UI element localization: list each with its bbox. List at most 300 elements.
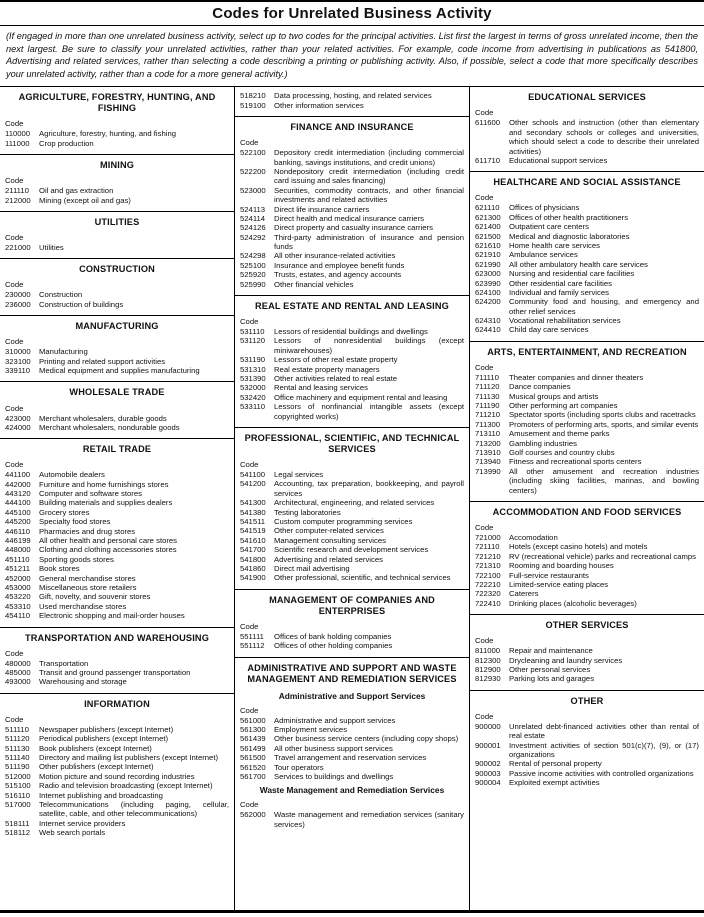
entry-code: 453000 — [5, 583, 31, 592]
code-entry — [240, 753, 464, 762]
entry-code: 323100 — [5, 356, 31, 366]
code-entry — [5, 470, 229, 479]
entry-description: Vocational rehabilitation services — [509, 316, 621, 326]
code-entry — [240, 810, 464, 829]
code-entry — [240, 393, 464, 402]
entry-code: 722100 — [475, 570, 501, 580]
entry-description: Utilities — [39, 243, 64, 253]
code-entry — [5, 762, 229, 771]
column-2 — [234, 87, 469, 910]
section-title: MANUFACTURING — [75, 321, 159, 332]
entry-description: Direct property and casualty insurance carriers — [274, 223, 433, 233]
code-entry — [475, 297, 699, 316]
code-entry — [5, 555, 229, 564]
entry-description: Medical and diagnostic laboratories — [509, 231, 630, 241]
section-title: OTHER — [570, 695, 604, 706]
entry-description: Agriculture, forestry, hunting, and fishing — [39, 129, 177, 139]
entry-description: Transit and ground passenger transportation — [39, 667, 191, 677]
section-title: MANAGEMENT OF COMPANIES AND ENTERPRISES — [269, 594, 435, 616]
entry-code: 310000 — [5, 347, 31, 357]
code-entry — [475, 457, 699, 466]
section-title: AGRICULTURE, FORESTRY, HUNTING, AND FISHING — [18, 92, 216, 114]
code-entry — [5, 290, 229, 299]
activity-section — [235, 590, 469, 658]
entry-code: 524126 — [240, 223, 266, 233]
code-column-label: Code — [475, 362, 494, 372]
entry-code: 524298 — [240, 251, 266, 261]
entry-description: Repair and maintenance — [509, 646, 593, 656]
entry-code: 541200 — [240, 479, 266, 489]
section-title: EDUCATIONAL SERVICES — [528, 92, 646, 103]
entry-description: Motion picture and sound recording industries — [39, 771, 195, 781]
code-column-label: Code — [5, 337, 24, 347]
section-title: WHOLESALE TRADE — [69, 387, 165, 398]
entry-code: 517000 — [5, 799, 31, 809]
activity-section — [0, 87, 234, 155]
entry-description: General merchandise stores — [39, 573, 136, 583]
entry-code: 541380 — [240, 507, 266, 517]
entry-code: 561700 — [240, 771, 266, 781]
entry-code: 221000 — [5, 243, 31, 253]
entry-description: Rental of personal property — [509, 759, 602, 769]
code-entry — [240, 214, 464, 223]
entry-description: Management consulting services — [274, 535, 386, 545]
entry-description: Real estate property managers — [274, 364, 380, 374]
entry-description: Amusement and theme parks — [509, 429, 610, 439]
entry-code: 541100 — [240, 470, 266, 480]
code-entry — [5, 186, 229, 195]
code-entry — [475, 213, 699, 222]
code-entry — [240, 470, 464, 479]
entry-description: Insurance and employee benefit funds — [274, 260, 405, 270]
entry-description: Automobile dealers — [39, 470, 105, 480]
entry-description: Other professional, scientific, and technical services — [274, 573, 451, 583]
subsection-title: Waste Management and Remediation Services — [259, 785, 445, 796]
entry-code: 446110 — [5, 526, 31, 536]
section-title: MINING — [99, 160, 135, 171]
entry-code: 524114 — [240, 213, 266, 223]
entry-description: Other business service centers (including copy shops) — [274, 734, 459, 744]
entry-code: 531110 — [240, 327, 265, 337]
entry-description: Third-party administration of insurance and pension funds — [274, 232, 464, 252]
entry-description: Book stores — [39, 564, 80, 574]
entry-code: 518210 — [240, 91, 266, 101]
code-entry — [475, 316, 699, 325]
code-entry — [5, 489, 229, 498]
activity-section — [0, 259, 234, 316]
code-entry — [475, 778, 699, 787]
entry-code: 624200 — [475, 297, 501, 307]
entry-code: 524292 — [240, 232, 266, 242]
section-title: ARTS, ENTERTAINMENT, AND RECREATION — [487, 346, 687, 357]
entry-code: 621910 — [475, 250, 501, 260]
entry-code: 511120 — [5, 734, 30, 744]
code-entry — [5, 791, 229, 800]
code-column-label: Code — [5, 280, 24, 290]
entry-description: Printing and related support activities — [39, 356, 166, 366]
entry-description: Oil and gas extraction — [39, 186, 114, 196]
code-entry — [5, 668, 229, 677]
code-column-label: Code — [240, 138, 259, 148]
entry-code: 541900 — [240, 573, 266, 583]
code-entry — [475, 722, 699, 741]
code-entry — [240, 327, 464, 336]
entry-code: 512000 — [5, 771, 31, 781]
code-entry — [240, 280, 464, 289]
entry-description: All other amusement and recreation industries (including skiing facilities, marinas, and bowling centers) — [509, 466, 699, 495]
entry-description: Theater companies and dinner theaters — [509, 372, 644, 382]
intro-paragraph: (If engaged in more than one unrelated business activity, select up to two codes for the principal activities. List first the largest in terms of gross unrelated income, then the next largest. Be sure to classify your unrelated activities, rather than your related activities. For example, code income from advertising in publications as 541800, Advertising and related services, rather than selecting a code describing a printing or publishing activity. Also, if possible, select a code that more specifically describes your unrelated activity, rather than a code for a more general activity.) — [0, 26, 704, 87]
activity-section — [235, 428, 469, 590]
entry-code: 551111 — [240, 631, 264, 641]
code-entry — [475, 279, 699, 288]
entry-code: 230000 — [5, 290, 31, 300]
code-entry — [475, 665, 699, 674]
entry-description: Golf courses and country clubs — [509, 448, 615, 458]
entry-description: Architectural, engineering, and related services — [274, 498, 435, 508]
code-entry — [5, 611, 229, 620]
entry-description: Unrelated debt-financed activities other than rental of real estate — [509, 721, 699, 741]
code-entry — [240, 508, 464, 517]
entry-description: Other residential care facilities — [509, 278, 612, 288]
entry-description: Construction — [39, 290, 83, 300]
code-entry — [475, 769, 699, 778]
code-entry — [5, 366, 229, 375]
code-entry — [240, 355, 464, 364]
entry-code: 493000 — [5, 677, 31, 687]
entry-code: 623990 — [475, 278, 501, 288]
entry-code: 446199 — [5, 536, 31, 546]
code-entry — [240, 641, 464, 650]
entry-code: 212000 — [5, 195, 31, 205]
code-entry — [475, 222, 699, 231]
page-title: Codes for Unrelated Business Activity — [0, 2, 704, 26]
subsection-title: Administrative and Support Services — [278, 690, 426, 701]
entry-description: Trusts, estates, and agency accounts — [274, 270, 402, 280]
entry-description: Offices of other holding companies — [274, 641, 393, 651]
entry-code: 452000 — [5, 573, 31, 583]
code-entry — [5, 828, 229, 837]
entry-description: Passive income activities with controlled organizations — [509, 768, 694, 778]
code-entry — [5, 725, 229, 734]
activity-section — [470, 342, 704, 502]
entry-code: 524113 — [240, 204, 266, 214]
entry-description: Travel arrangement and reservation services — [274, 753, 427, 763]
entry-description: Other personal services — [509, 664, 591, 674]
code-entry — [240, 186, 464, 205]
entry-code: 711110 — [475, 372, 499, 382]
code-entry — [5, 545, 229, 554]
entry-code: 611710 — [475, 155, 501, 165]
entry-description: Hotels (except casino hotels) and motels — [509, 542, 648, 552]
code-entry — [5, 602, 229, 611]
entry-code: 516110 — [5, 790, 31, 800]
entry-description: Nondepository credit intermediation (including credit card issuing and sales financing) — [274, 166, 464, 186]
code-entry — [5, 414, 229, 423]
code-entry — [5, 659, 229, 668]
entry-code: 518112 — [5, 828, 31, 838]
entry-code: 811000 — [475, 646, 501, 656]
entry-description: Tour operators — [274, 762, 324, 772]
code-entry — [5, 498, 229, 507]
entry-description: Periodical publishers (except Internet) — [39, 734, 169, 744]
code-entry — [475, 250, 699, 259]
entry-description: Internet publishing and broadcasting — [39, 790, 163, 800]
entry-description: Offices of physicians — [509, 203, 580, 213]
entry-description: Direct health and medical insurance carriers — [274, 213, 424, 223]
entry-description: All other ambulatory health care services — [509, 259, 648, 269]
activity-section — [0, 382, 234, 439]
code-entry — [5, 583, 229, 592]
entry-description: Manufacturing — [39, 347, 88, 357]
code-entry — [5, 243, 229, 252]
code-column-label: Code — [240, 317, 259, 327]
entry-description: Office machinery and equipment rental and leasing — [274, 392, 448, 402]
entry-description: Telecommunications (including paging, cellular, satellite, cable, and other telecommunications) — [39, 799, 229, 819]
entry-description: Educational support services — [509, 155, 608, 165]
entry-description: Full-service restaurants — [509, 570, 589, 580]
code-entry — [5, 574, 229, 583]
code-entry — [475, 542, 699, 551]
entry-description: Fitness and recreational sports centers — [509, 457, 642, 467]
entry-code: 711120 — [475, 382, 500, 392]
entry-description: Musical groups and artists — [509, 391, 599, 401]
entry-code: 533110 — [240, 402, 266, 412]
code-entry — [475, 561, 699, 570]
entry-description: Advertising and related services — [274, 554, 383, 564]
entry-description: Internet service providers — [39, 818, 126, 828]
section-title: REAL ESTATE AND RENTAL AND LEASING — [255, 301, 449, 312]
entry-description: Legal services — [274, 470, 324, 480]
code-entry — [475, 232, 699, 241]
entry-code: 713200 — [475, 438, 501, 448]
entry-code: 541511 — [240, 517, 266, 526]
entry-code: 532420 — [240, 392, 266, 402]
entry-code: 561439 — [240, 734, 266, 744]
entry-description: Other information services — [274, 100, 364, 110]
entry-description: Testing laboratories — [274, 507, 341, 517]
column-1 — [0, 87, 234, 910]
code-entry — [475, 552, 699, 561]
code-entry — [5, 772, 229, 781]
code-entry — [475, 269, 699, 278]
entry-code: 451110 — [5, 554, 30, 564]
entry-code: 900003 — [475, 768, 501, 778]
entry-code: 900002 — [475, 759, 501, 769]
code-entry — [240, 564, 464, 573]
entry-description: Drinking places (alcoholic beverages) — [509, 598, 637, 608]
code-entry — [240, 336, 464, 355]
section-title: RETAIL TRADE — [82, 444, 152, 455]
section-title: UTILITIES — [94, 217, 140, 228]
entry-description: Construction of buildings — [39, 299, 124, 309]
entry-code: 541300 — [240, 498, 266, 508]
code-entry — [240, 498, 464, 507]
code-entry — [5, 139, 229, 148]
code-entry — [240, 233, 464, 252]
entry-description: Grocery stores — [39, 507, 90, 517]
entry-description: Scientific research and development services — [274, 545, 429, 555]
code-entry — [5, 564, 229, 573]
entry-code: 711130 — [475, 391, 500, 401]
entry-code: 453310 — [5, 601, 31, 611]
code-entry — [240, 270, 464, 279]
code-entry — [240, 526, 464, 535]
code-entry — [240, 223, 464, 232]
activity-section — [0, 628, 234, 694]
code-entry — [240, 365, 464, 374]
entry-code: 525100 — [240, 260, 266, 270]
entry-code: 444100 — [5, 498, 31, 508]
entry-description: Merchant wholesalers, nondurable goods — [39, 422, 180, 432]
entry-description: Ambulance services — [509, 250, 578, 260]
entry-description: Rooming and boarding houses — [509, 561, 614, 571]
entry-code: 713990 — [475, 466, 501, 476]
section-title: PROFESSIONAL, SCIENTIFIC, AND TECHNICAL SERVICES — [244, 432, 460, 455]
entry-code: 551112 — [240, 641, 265, 651]
code-entry — [5, 508, 229, 517]
entry-description: RV (recreational vehicle) parks and recreational camps — [509, 551, 697, 561]
code-entry — [5, 800, 229, 819]
entry-code: 454110 — [5, 611, 31, 621]
code-entry — [475, 533, 699, 542]
code-entry — [240, 402, 464, 421]
code-entry — [5, 517, 229, 526]
entry-code: 442000 — [5, 479, 31, 489]
code-entry — [240, 251, 464, 260]
entry-description: Administrative and support services — [274, 715, 396, 725]
code-entry — [5, 781, 229, 790]
entry-code: 561500 — [240, 753, 266, 763]
entry-description: Promoters of performing arts, sports, and similar events — [509, 419, 699, 429]
entry-code: 713940 — [475, 457, 501, 467]
entry-description: Other performing art companies — [509, 401, 618, 411]
code-entry — [240, 545, 464, 554]
activity-section — [0, 694, 234, 910]
entry-code: 541860 — [240, 563, 266, 573]
entry-code: 522100 — [240, 148, 266, 158]
entry-code: 515100 — [5, 781, 31, 791]
code-entry — [240, 725, 464, 734]
entry-description: Other activities related to real estate — [274, 374, 398, 384]
entry-description: Direct life insurance carriers — [274, 204, 370, 214]
code-column-label: Code — [5, 460, 24, 470]
code-entry — [240, 205, 464, 214]
entry-description: Miscellaneous store retailers — [39, 583, 137, 592]
entry-description: Electronic shopping and mail-order houses — [39, 611, 185, 621]
entry-code: 721310 — [475, 561, 501, 571]
entry-description: Web search portals — [39, 828, 106, 838]
entry-description: Waste management and remediation services (sanitary services) — [274, 810, 464, 829]
entry-description: Other financial vehicles — [274, 279, 354, 289]
activity-section — [235, 296, 469, 428]
entry-description: Transportation — [39, 658, 89, 668]
entry-description: Child day care services — [509, 325, 589, 335]
entry-description: All other insurance-related activities — [274, 251, 396, 261]
code-entry — [240, 573, 464, 582]
entry-code: 519100 — [240, 100, 266, 110]
entry-code: 339110 — [5, 366, 31, 376]
entry-code: 561000 — [240, 715, 266, 725]
code-entry — [5, 423, 229, 432]
entry-code: 525920 — [240, 270, 266, 280]
code-entry — [240, 555, 464, 564]
entry-code: 480000 — [5, 658, 31, 668]
entry-description: Lessors of other real estate property — [274, 355, 398, 365]
entry-code: 541700 — [240, 545, 266, 555]
code-entry — [475, 467, 699, 495]
code-entry — [475, 260, 699, 269]
entry-description: Mining (except oil and gas) — [39, 195, 131, 205]
section-title: INFORMATION — [84, 698, 150, 709]
entry-description: Newspaper publishers (except Internet) — [39, 724, 174, 734]
entry-code: 621110 — [475, 203, 500, 213]
entry-description: Other computer-related services — [274, 526, 384, 536]
entry-description: Furniture and home furnishings stores — [39, 479, 169, 489]
code-entry — [475, 646, 699, 655]
entry-description: Gift, novelty, and souvenir stores — [39, 592, 151, 602]
entry-description: Specialty food stores — [39, 517, 111, 527]
entry-code: 713110 — [475, 429, 501, 439]
code-entry — [240, 91, 464, 100]
activity-section — [470, 691, 704, 910]
code-entry — [475, 118, 699, 156]
entry-description: Rental and leasing services — [274, 383, 369, 393]
entry-code: 722320 — [475, 589, 501, 599]
entry-code: 211110 — [5, 186, 29, 196]
code-entry — [475, 589, 699, 598]
code-entry — [5, 819, 229, 828]
entry-description: Individual and family services — [509, 287, 609, 297]
entry-description: All other business support services — [274, 743, 393, 753]
activity-section — [235, 87, 469, 117]
code-entry — [475, 759, 699, 768]
entry-code: 722410 — [475, 598, 501, 608]
entry-code: 523000 — [240, 185, 266, 195]
entry-description: Dance companies — [509, 382, 571, 392]
activity-section — [0, 316, 234, 382]
code-entry — [240, 517, 464, 526]
code-column-label: Code — [240, 460, 259, 470]
entry-code: 812300 — [475, 655, 501, 665]
activity-section — [0, 155, 234, 212]
entry-description: Direct mail advertising — [274, 563, 350, 573]
entry-code: 621400 — [475, 222, 501, 232]
entry-description: Depository credit intermediation (including commercial banking, savings institutions, and credit unions) — [274, 148, 464, 167]
code-entry — [240, 261, 464, 270]
code-entry — [5, 527, 229, 536]
entry-description: Parking lots and garages — [509, 674, 595, 684]
entry-code: 624310 — [475, 316, 501, 326]
entry-code: 445200 — [5, 517, 31, 527]
entry-description: Clothing and clothing accessories stores — [39, 545, 177, 555]
entry-description: Pharmacies and drug stores — [39, 526, 136, 536]
entry-code: 621300 — [475, 212, 501, 222]
entry-description: Crop production — [39, 138, 94, 148]
entry-description: Outpatient care centers — [509, 222, 589, 232]
code-column-label: Code — [5, 714, 24, 724]
entry-code: 448000 — [5, 545, 31, 555]
activity-section — [0, 212, 234, 259]
entry-description: Radio and television broadcasting (except Internet) — [39, 781, 213, 791]
entry-description: Lessors of nonfinancial intangible assets (except copyrighted works) — [274, 402, 464, 421]
entry-description: Community food and housing, and emergency and other relief services — [509, 297, 699, 316]
code-column-label: Code — [475, 711, 494, 721]
code-entry — [240, 101, 464, 110]
code-entry — [475, 382, 699, 391]
code-entry — [5, 480, 229, 489]
entry-code: 611600 — [475, 118, 501, 128]
